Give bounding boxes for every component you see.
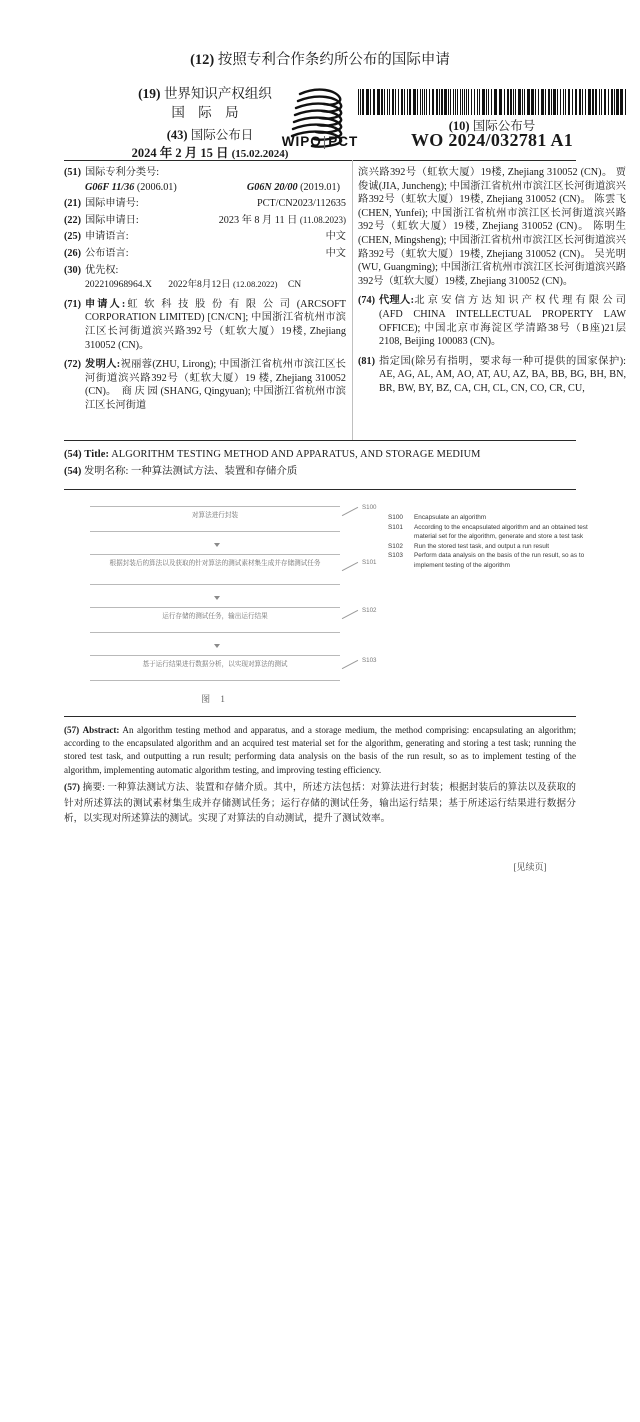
field-74-agent bbox=[358, 294, 626, 348]
field-81-designated-states bbox=[358, 355, 626, 396]
field-74-label: 代理人: bbox=[378, 295, 414, 307]
flowchart-step-s102: 运行存储的测试任务，输出运行结果 bbox=[90, 607, 340, 633]
ipc-class-2: G06N 20/00 bbox=[246, 181, 298, 193]
field-71-text: 虹 软 科 技 股 份 有 限 公 司 (ARCSOFT CORPORATION LIMITED) [CN/CN]; 中国浙江省杭州市滨江区长河街道滨兴路392号（虹软大厦）19楼, Zhejiang 310052 (CN)。 bbox=[84, 298, 346, 351]
field-21-label: 国际申请号: bbox=[84, 198, 139, 210]
flowchart-arrow-2-icon bbox=[214, 596, 220, 600]
ipc-version-2: (2019.01) bbox=[300, 181, 340, 193]
steps-legend bbox=[388, 513, 588, 570]
field-81-text: AE, AG, AL, AM, AO, AT, AU, AZ, BA, BB, BG, BH, BN, BR, BW, BY, BZ, CA, CH, CL, CN, CO, CR, CU, bbox=[378, 369, 626, 394]
legend-id-s103: S103 bbox=[388, 552, 403, 560]
legend-text-s103: Perform data analysis on the basis of the run result, so as to implement testing of the algorithm bbox=[414, 552, 585, 569]
abstract-label-zh: 摘要: bbox=[82, 782, 105, 793]
code-12: (12) bbox=[190, 52, 215, 68]
field-71-code: (71) bbox=[64, 298, 81, 310]
code-19: (19) bbox=[138, 86, 161, 101]
flowchart-step-s100: 对算法进行封装 bbox=[90, 506, 340, 532]
field-21-code: (21) bbox=[64, 198, 81, 210]
page-title bbox=[0, 48, 640, 69]
field-25-label: 申请语言: bbox=[84, 231, 129, 243]
title-block bbox=[64, 446, 576, 480]
priority-date: 2022年8月12日 bbox=[168, 279, 231, 291]
code-43: (43) bbox=[166, 128, 188, 142]
field-25-code: (25) bbox=[64, 231, 81, 243]
field-72-inventors bbox=[64, 358, 346, 412]
field-25-value: 中文 bbox=[325, 231, 346, 243]
legend-item bbox=[388, 542, 588, 551]
field-74-text: 北 京 安 信 方 达 知 识 产 权 代 理 有 限 公 司(AFD CHINA INTELLECTUAL PROPERTY LAW OFFICE); 中国北京市海淀区学清路38号（B座)21层2108, Beijing 100083 (CN)。 bbox=[378, 295, 626, 348]
field-72-continuation bbox=[358, 166, 626, 288]
flowchart-label-s100: S100 bbox=[362, 504, 377, 511]
publication-date-iso: (15.02.2024) bbox=[231, 148, 289, 160]
field-30-priority bbox=[64, 264, 346, 292]
field-22-filingdate bbox=[64, 214, 346, 228]
barcode bbox=[358, 89, 626, 115]
legend-item bbox=[388, 551, 588, 569]
legend-item bbox=[388, 513, 588, 522]
abstract-text-en: An algorithm testing method and apparatus, and a storage medium, the method comprising: encapsulating an algorithm; according to the encapsulated algorithm and an acquired test material set for the algorithm, generating and storing a test task; running the stored test task, and outputting a run result; performing data analysis on the basis of the run result, so as to implement testing of the algorithm, implementing automatic algorithm testing, and improving testing efficiency. bbox=[64, 725, 576, 775]
field-26-value: 中文 bbox=[325, 247, 346, 259]
field-22-value-iso: (11.08.2023) bbox=[299, 214, 346, 225]
divider-top bbox=[64, 160, 576, 161]
publication-date-value: 2024 年 2 月 15 日 bbox=[131, 146, 229, 160]
field-21-appnumber bbox=[64, 197, 346, 211]
field-74-code: (74) bbox=[358, 295, 375, 307]
field-81-code: (81) bbox=[358, 355, 375, 367]
legend-item bbox=[388, 523, 588, 541]
legend-text-s101: According to the encapsulated algorithm and an obtained test material set for the algorithm, generate and store a test task bbox=[414, 523, 588, 540]
flowchart-leader-1-icon bbox=[342, 507, 358, 516]
flowchart-leader-4-icon bbox=[342, 660, 358, 669]
flowchart-step-s103: 基于运行结果进行数据分析，以实现对算法的测试 bbox=[90, 655, 340, 681]
field-30-label: 优先权: bbox=[84, 264, 119, 276]
field-72-continued-text: 滨兴路392号（虹软大厦）19楼, Zhejiang 310052 (CN)。 贾俊诚(JIA, Juncheng); 中国浙江省杭州市滨江区长河街道滨兴路392号（虹软大厦）19楼, Zhejiang 310052 (CN)。 陈雲飞(CHEN, Yunfei); 中国浙江省杭州市滨江区长河街道滨兴路392号（虹软大厦）19楼, Zhejiang 310052 (CN)。 陈明生(CHEN, Mingsheng); 中国浙江省杭州市滨江区长河街道滨兴路392号（虹软大厦）19楼, Zhejiang 310052 (CN)。 吴光明(WU, Guangming); 中国浙江省杭州市滨江区长河街道滨兴路392号（虹软大厦）19楼, Zhejiang 310052 (CN)。 bbox=[358, 167, 626, 287]
field-72-code: (72) bbox=[64, 359, 81, 371]
legend-id-s101: S101 bbox=[388, 523, 403, 531]
divider-mid2 bbox=[64, 489, 576, 490]
abstract-label-en: Abstract: bbox=[82, 725, 120, 735]
title-zh-row bbox=[64, 463, 576, 480]
code-10: (10) bbox=[448, 119, 470, 133]
priority-country: CN bbox=[287, 279, 302, 291]
divider-bottom bbox=[64, 716, 576, 717]
abstract-code-en: (57) bbox=[64, 725, 80, 735]
field-21-value: PCT/CN2023/112635 bbox=[256, 198, 346, 210]
publication-number-value: WO 2024/032781 A1 bbox=[410, 130, 574, 150]
column-divider bbox=[352, 160, 353, 440]
legend-id-s100: S100 bbox=[388, 514, 403, 521]
field-26-label: 公布语言: bbox=[84, 247, 129, 259]
priority-date-iso: (12.08.2022) bbox=[233, 279, 278, 290]
divider-mid bbox=[64, 440, 576, 441]
figure-flowchart bbox=[90, 500, 377, 690]
priority-number: 202210968964.X bbox=[84, 279, 152, 291]
field-81-label: 指定国(除另有指明，要求每一种可提供的国家保护): bbox=[378, 355, 626, 367]
title-12-text: 按照专利合作条约所公布的国际申请 bbox=[217, 52, 450, 68]
field-51-ipc bbox=[64, 166, 346, 194]
field-51-label: 国际专利分类号: bbox=[84, 167, 160, 178]
field-51-code: (51) bbox=[64, 167, 81, 178]
organization-name: 世界知识产权组织 bbox=[163, 86, 272, 101]
abstract-en bbox=[64, 724, 576, 777]
figure-caption: 图 1 bbox=[201, 694, 229, 704]
title-value-en: ALGORITHM TESTING METHOD AND APPARATUS, AND STORAGE MEDIUM bbox=[111, 449, 481, 460]
field-22-label: 国际申请日: bbox=[84, 214, 139, 226]
field-30-code: (30) bbox=[64, 264, 81, 276]
biblio-left-column bbox=[64, 166, 346, 416]
title-en-row bbox=[64, 446, 576, 463]
title-label-zh: 发明名称: bbox=[83, 466, 129, 477]
field-22-code: (22) bbox=[64, 214, 81, 226]
wipo-separator: | bbox=[322, 134, 328, 149]
abstract-code-zh: (57) bbox=[64, 782, 80, 793]
flowchart-label-s101: S101 bbox=[362, 559, 377, 566]
title-value-zh: 一种算法测试方法、装置和存储介质 bbox=[130, 466, 298, 477]
title-code-en: (54) bbox=[64, 449, 82, 460]
title-label-en: Title: bbox=[84, 449, 110, 460]
legend-id-s102: S102 bbox=[388, 542, 403, 550]
publication-date-label: 国际公布日 bbox=[190, 128, 254, 142]
ipc-class-1: G06F 11/36 bbox=[84, 181, 135, 193]
field-22-value: 2023 年 8 月 11 日 bbox=[218, 214, 298, 226]
organization-bureau: 国 际 局 bbox=[171, 105, 244, 120]
wipo-word: WIPO bbox=[281, 134, 322, 149]
wipo-pct-wordmark bbox=[272, 134, 368, 149]
flowchart-leader-2-icon bbox=[342, 562, 358, 571]
flowchart-label-s103: S103 bbox=[362, 657, 377, 664]
organization-block bbox=[120, 84, 290, 122]
field-26-publicationlanguage bbox=[64, 247, 346, 261]
field-72-text: 祝丽蓉(ZHU, Lirong); 中国浙江省杭州市滨江区长河街道滨兴路392号（虹软大厦）19 楼, Zhejiang 310052 (CN)。 商 庆 园 (SHANG, Qingyuan); 中国浙江省杭州市滨江区长河街道 bbox=[84, 359, 346, 411]
field-71-applicant bbox=[64, 298, 346, 352]
flowchart-arrow-1-icon bbox=[214, 543, 220, 547]
legend-text-s102: Run the stored test task, and output a run result bbox=[414, 542, 549, 550]
see-continuation-note: [见续页] bbox=[513, 862, 547, 872]
abstract-zh bbox=[64, 780, 576, 827]
ipc-version-1: (2006.01) bbox=[136, 181, 177, 193]
flowchart-arrow-3-icon bbox=[214, 644, 220, 648]
abstract-text-zh: 一种算法测试方法、装置和存储介质。其中，所述方法包括：对算法进行封装；根据封装后的算法以及获取的针对所述算法的测试素材集生成并存储测试任务；运行存储的测试任务，输出运行结果；基于所述运行结果进行数据分析，以实现对所述算法的测试。实现了对算法的自动测试，提升了测试效率。 bbox=[64, 782, 576, 824]
flowchart-leader-3-icon bbox=[342, 610, 358, 619]
pct-word: PCT bbox=[328, 134, 359, 149]
field-25-filinglanguage bbox=[64, 230, 346, 244]
title-code-zh: (54) bbox=[64, 466, 82, 477]
legend-text-s100: Encapsulate an algorithm bbox=[414, 514, 487, 521]
biblio-right-column bbox=[358, 166, 626, 399]
field-72-label: 发明人: bbox=[84, 359, 121, 371]
flowchart-label-s102: S102 bbox=[362, 607, 377, 614]
publication-number-label: 国际公布号 bbox=[472, 119, 536, 133]
flowchart-step-s101: 根据封装后的算法以及获取的针对算法的测试素材集生成并存储测试任务 bbox=[90, 554, 340, 585]
field-26-code: (26) bbox=[64, 247, 81, 259]
field-71-label: 申请人: bbox=[84, 298, 126, 310]
